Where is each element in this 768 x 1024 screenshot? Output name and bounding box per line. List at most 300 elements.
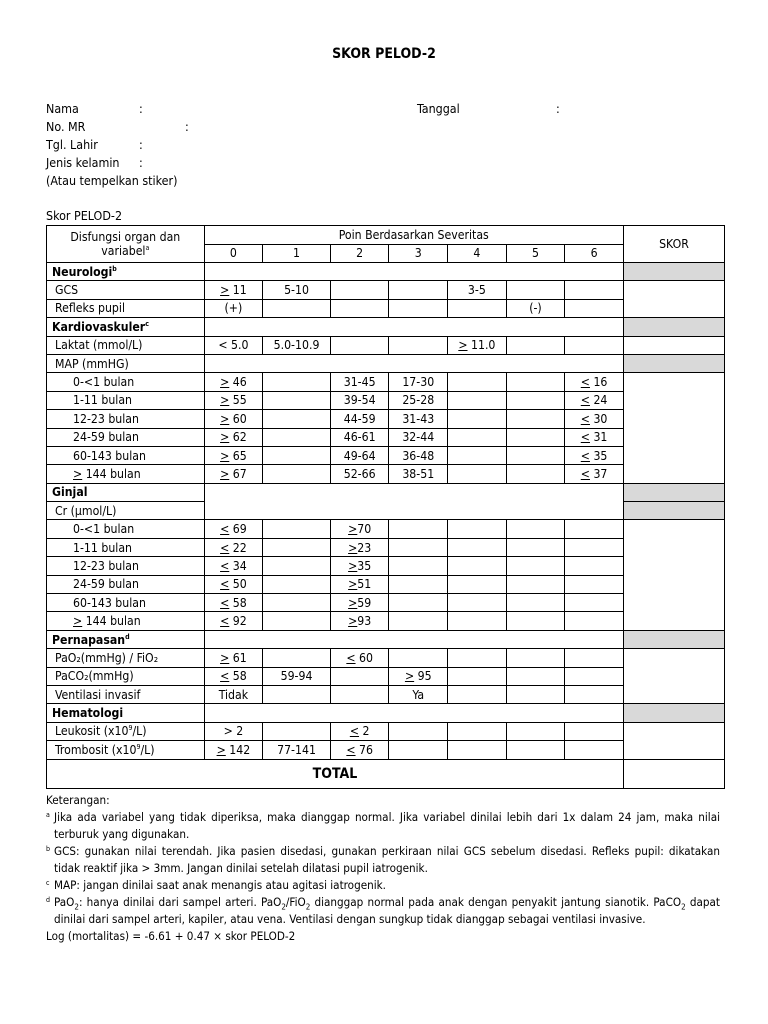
header-point-1: 1 [263,244,331,263]
subscript-2: 2 [681,902,686,912]
cell-map-0 [204,410,263,428]
blank-cell [506,575,565,593]
le-symbol: < [220,540,230,555]
blank-cell [389,594,448,612]
blank-cell [506,391,565,409]
trombosit-label-b: /L) [140,742,155,757]
value-map-6: 35 [593,448,608,463]
row-label-ventilasi: Ventilasi invasif [47,685,205,703]
blank-cell [448,520,507,538]
ge-symbol: > [216,742,226,757]
cell-map-6 [565,446,624,464]
value-trombosit-0: 142 [229,742,251,757]
ge-symbol: > [220,411,230,426]
ge-symbol: > [220,430,230,445]
ge-symbol: > [220,283,230,298]
cell-cr-0 [204,575,263,593]
ge-symbol: > [73,614,83,629]
value-map-0: 65 [232,448,247,463]
score-cell-gray [623,483,724,501]
blank-cell [330,299,389,317]
row-label-cr-age: 24-59 bulan [47,575,205,593]
category-neurologi-label: Neurologi [52,264,113,279]
blank-cell [330,336,389,354]
label-tgl-lahir: Tgl. Lahir [46,137,98,152]
table-row-map [47,391,725,409]
value-paco2-0: 58 [232,669,247,684]
row-label-trombosit [47,741,205,759]
header-skor: SKOR [623,226,724,263]
value-map-0: 62 [232,430,247,445]
blank-cell [565,281,624,299]
value-map-0: 55 [232,393,247,408]
cell-trombosit-2 [330,741,389,759]
table-row-pao2 [47,649,725,667]
header-point-5: 5 [506,244,565,263]
cell-map-6 [565,373,624,391]
blank-cell [204,704,623,722]
cell-ventilasi-0: Tidak [204,685,263,703]
label-nama: Nama [46,101,79,116]
table-row-cr [47,557,725,575]
cell-map-2: 31-45 [330,373,389,391]
blank-cell [448,575,507,593]
blank-cell [204,483,623,520]
cell-cr-2 [330,557,389,575]
value-map-6: 31 [593,430,608,445]
blank-cell [506,538,565,556]
blank-cell [506,465,565,483]
header-poin: Poin Berdasarkan Severitas [204,226,623,245]
blank-cell [565,299,624,317]
header-disfungsi-line1: Disfungsi organ dan [70,230,181,244]
subscript-2: 2 [305,902,311,912]
blank-cell [448,667,507,685]
cell-gcs-1: 5-10 [263,281,331,299]
ge-symbol: > [348,577,358,592]
trombosit-label-sup: 9 [136,742,141,751]
blank-cell [506,336,565,354]
cell-map-3: 17-30 [389,373,448,391]
blank-cell [565,722,624,740]
cell-trombosit-0 [204,741,263,759]
row-label-cr-age: 60-143 bulan [47,594,205,612]
colon-tanggal: : [556,101,560,116]
blank-cell [565,612,624,630]
header-disfungsi-line2 [49,244,202,258]
cell-leukosit-2 [330,722,389,740]
score-cell-gray [623,318,724,336]
cell-map-6 [565,410,624,428]
blank-cell [448,594,507,612]
category-kardiovaskuler-label: Kardiovaskuler [52,319,146,334]
blank-cell [263,649,331,667]
blank-cell [506,446,565,464]
blank-cell [506,685,565,703]
value-cr-0: 58 [232,595,247,610]
le-symbol: < [580,466,590,481]
blank-cell [565,520,624,538]
cell-pupil-5: (-) [506,299,565,317]
blank-cell [389,575,448,593]
page-title: SKOR PELOD-2 [332,46,436,62]
table-row-map [47,428,725,446]
colon-tgl-lahir: : [139,137,143,152]
le-symbol: < [580,448,590,463]
blank-cell [506,281,565,299]
row-label-map-age: 0-<1 bulan [47,373,205,391]
value-cr-2: 59 [357,595,372,610]
header-row-1 [47,226,725,245]
cell-map-0 [204,446,263,464]
value-leukosit-2: 2 [362,724,370,739]
note-d-part3: /FiO [285,895,306,909]
blank-cell [506,612,565,630]
note-d-part2: : hanya dinilai dari sampel arteri. PaO [78,895,282,909]
note-text-b: GCS: gunakan nilai terendah. Jika pasien disedasi, gunakan perkiraan nilai GCS sebelum disedasi. Refleks pupil: dikatakan tidak reaktif jika > 3mm. Jangan dinilai setelah dilatasi pupil iatrogenik. [54,844,720,875]
blank-cell [263,391,331,409]
row-label-leukosit [47,722,205,740]
table-row-cr [47,612,725,630]
value-cr-2: 70 [357,522,372,537]
value-laktat-4: 11.0 [471,338,496,353]
blank-cell [506,557,565,575]
row-label-map-age: 12-23 bulan [47,410,205,428]
row-label-pao2: PaO₂(mmHg) / FiO₂ [47,649,205,667]
note-mark-a: a [46,811,50,819]
note-text-d [54,894,720,928]
ge-symbol: > [404,669,415,684]
row-label-map-age: 1-11 bulan [47,391,205,409]
cell-pao2-0 [204,649,263,667]
blank-cell [448,465,507,483]
value-cr-0: 34 [232,558,247,573]
score-input-neurologi[interactable] [623,281,724,318]
blank-cell [263,373,331,391]
blank-cell [448,557,507,575]
cell-pao2-2 [330,649,389,667]
value-map-6: 16 [593,375,608,390]
blank-cell [448,446,507,464]
blank-cell [263,594,331,612]
row-label-map-age-text: 144 bulan [85,466,141,481]
cell-map-3: 32-44 [389,428,448,446]
table-row-ventilasi [47,685,725,703]
notes-section [46,792,720,945]
ge-symbol: > [220,375,230,390]
table-row-laktat [47,336,725,354]
cell-leukosit-0: > 2 [204,722,263,740]
blank-cell [565,538,624,556]
cell-map-3: 31-43 [389,410,448,428]
row-label-paco2: PaCO₂(mmHg) [47,667,205,685]
row-label-cr: Cr (µmol/L) [47,502,205,520]
category-hematologi: Hematologi [47,704,205,722]
le-symbol: < [220,558,230,573]
cell-map-2: 49-64 [330,446,389,464]
value-cr-2: 23 [357,540,372,555]
header-point-4: 4 [448,244,507,263]
category-row-pernapasan [47,630,725,648]
ge-symbol: > [348,595,358,610]
blank-cell [263,299,331,317]
blank-cell [389,557,448,575]
value-map-6: 37 [593,466,608,481]
blank-cell [506,741,565,759]
row-label-gcs: GCS [47,281,205,299]
le-symbol: < [220,669,230,684]
row-label-laktat: Laktat (mmol/L) [47,336,205,354]
ge-symbol: > [348,522,358,537]
note-mark-b: b [46,845,50,853]
score-input-ginjal[interactable] [623,520,724,630]
score-input-laktat[interactable] [623,336,724,354]
row-label-map-age: 60-143 bulan [47,446,205,464]
blank-cell [448,428,507,446]
blank-cell [448,373,507,391]
header-variabel-text: variabel [101,244,146,258]
blank-cell [263,428,331,446]
pelod-table [46,225,725,789]
value-map-0: 60 [232,411,247,426]
cell-map-2: 39-54 [330,391,389,409]
blank-cell [448,538,507,556]
blank-cell [263,722,331,740]
blank-cell [565,667,624,685]
table-caption: Skor PELOD-2 [46,208,123,223]
score-input-pernapasan[interactable] [623,649,724,704]
blank-cell [389,281,448,299]
category-pernapasan [47,630,205,648]
trombosit-label-a: Trombosit (x10 [55,742,137,757]
score-cell-gray [623,502,724,520]
leukosit-label-a: Leukosit (x10 [55,724,129,739]
ge-symbol: > [348,540,358,555]
cell-map-2: 44-59 [330,410,389,428]
cell-map-6 [565,428,624,446]
blank-cell [565,575,624,593]
header-point-6: 6 [565,244,624,263]
value-cr-2: 93 [357,614,372,629]
value-pao2-2: 60 [359,650,373,665]
cell-cr-2 [330,612,389,630]
value-cr-0: 69 [232,522,247,537]
score-cell-gray [623,630,724,648]
cell-pupil-0: (+) [204,299,263,317]
blank-cell [389,649,448,667]
row-label-cr-age: 0-<1 bulan [47,520,205,538]
notes-heading: Keterangan: [46,793,110,807]
le-symbol: < [220,522,230,537]
blank-cell [448,649,507,667]
category-ginjal: Ginjal [47,483,205,501]
blank-cell [263,612,331,630]
value-cr-0: 22 [232,540,247,555]
row-label-cr-age: 1-11 bulan [47,538,205,556]
label-jenis-kelamin: Jenis kelamin [46,155,120,170]
blank-cell [263,685,331,703]
cell-map-6 [565,391,624,409]
cell-paco2-3 [389,667,448,685]
note-mark-c: c [46,879,50,887]
ge-symbol: > [220,466,230,481]
ge-symbol: > [220,650,230,665]
blank-cell [330,667,389,685]
row-label-map-age [47,465,205,483]
blank-cell [263,520,331,538]
note-b [46,843,720,877]
cell-cr-0 [204,520,263,538]
blank-cell [506,667,565,685]
table-row-map [47,410,725,428]
table-row-map [47,373,725,391]
ge-symbol: > [458,338,468,353]
le-symbol: < [220,595,230,610]
colon-no-mr: : [185,119,189,134]
table-row-map-header [47,354,725,372]
header-point-2: 2 [330,244,389,263]
blank-cell [506,373,565,391]
blank-cell [448,685,507,703]
category-row-neurologi [47,263,725,281]
blank-cell [204,318,623,336]
note-d [46,894,720,928]
blank-cell [389,520,448,538]
note-c [46,877,720,894]
blank-cell [506,410,565,428]
le-symbol: < [220,577,230,592]
blank-cell [448,391,507,409]
footnote-mark-b: b [112,264,117,273]
category-neurologi [47,263,205,281]
value-map-6: 30 [593,411,608,426]
note-d-part4: dianggap normal pada anak dengan penyakit jantung sianotik. PaCO [310,895,682,909]
label-stiker: (Atau tempelkan stiker) [46,173,178,188]
category-row-kardiovaskuler [47,318,725,336]
cell-map-2: 52-66 [330,465,389,483]
score-cell-gray [623,704,724,722]
blank-cell [448,741,507,759]
cell-map-2: 46-61 [330,428,389,446]
value-map-0: 46 [232,375,247,390]
score-input-hematologi[interactable] [623,722,724,759]
le-symbol: < [220,614,230,629]
colon-jenis-kelamin: : [139,155,143,170]
le-symbol: < [349,724,360,739]
value-cr-2: 35 [357,558,372,573]
cell-cr-2 [330,538,389,556]
blank-cell [565,557,624,575]
blank-cell [204,354,623,372]
footnote-mark-c: c [145,319,149,328]
blank-cell [389,722,448,740]
label-tanggal: Tanggal [417,101,460,116]
blank-cell [565,336,624,354]
cell-map-6 [565,465,624,483]
blank-cell [263,538,331,556]
le-symbol: < [346,650,356,665]
row-label-map-age: 24-59 bulan [47,428,205,446]
total-label: TOTAL [47,759,624,788]
blank-cell [389,336,448,354]
table-row-cr [47,520,725,538]
table-row-pupil [47,299,725,317]
table-row-gcs [47,281,725,299]
blank-cell [204,630,623,648]
category-kardiovaskuler [47,318,205,336]
footnote-mark-a: a [145,243,150,252]
table-row-cr [47,594,725,612]
cell-laktat-0: < 5.0 [204,336,263,354]
blank-cell [204,263,623,281]
blank-cell [565,594,624,612]
value-gcs-0: 11 [232,283,247,298]
header-point-3: 3 [389,244,448,263]
value-cr-2: 51 [357,577,372,592]
formula-text: Log (mortalitas) = -6.61 + 0.47 × skor PELOD-2 [46,929,296,943]
blank-cell [389,538,448,556]
le-symbol: < [580,430,590,445]
score-cell-gray [623,354,724,372]
row-label-pupil: Refleks pupil [47,299,205,317]
category-row-hematologi [47,704,725,722]
blank-cell [506,594,565,612]
table-row-cr [47,575,725,593]
score-input-map[interactable] [623,373,724,483]
blank-cell [448,612,507,630]
blank-cell [263,575,331,593]
blank-cell [565,685,624,703]
cell-trombosit-1: 77-141 [263,741,331,759]
subscript-2: 2 [281,902,286,912]
blank-cell [506,649,565,667]
note-a [46,809,720,843]
cell-laktat-4 [448,336,507,354]
cell-map-3: 25-28 [389,391,448,409]
ge-symbol: > [220,393,230,408]
score-cell-gray [623,263,724,281]
note-d-part1: PaO [54,895,75,909]
note-text-a: Jika ada variabel yang tidak diperiksa, maka dianggap normal. Jika variabel dinilai lebih dari 1x dalam 24 jam, maka nilai terburuk yang digunakan. [54,810,720,841]
cell-cr-0 [204,538,263,556]
row-label-cr-age-text: 144 bulan [85,614,141,629]
note-d-part5: dapat dinilai dari sampel arteri, kapiler, atau vena. Ventilasi dengan sungkup tidak dianggap sebagai ventilasi invasive. [54,895,720,926]
cell-cr-0 [204,557,263,575]
cell-cr-0 [204,594,263,612]
leukosit-label-sup: 9 [128,724,133,733]
total-score-input[interactable] [623,759,724,788]
footnote-mark-d: d [125,632,130,641]
subscript-2: 2 [74,902,79,912]
blank-cell [263,410,331,428]
le-symbol: < [580,375,590,390]
row-label-map: MAP (mmHG) [47,354,205,372]
value-map-0: 67 [232,466,247,481]
value-map-6: 24 [593,393,608,408]
cell-map-3: 38-51 [389,465,448,483]
blank-cell [263,446,331,464]
le-symbol: < [580,411,590,426]
value-paco2-3: 95 [417,669,432,684]
table-row-map [47,465,725,483]
ge-symbol: > [220,448,230,463]
cell-cr-2 [330,520,389,538]
le-symbol: < [346,742,356,757]
cell-paco2-0 [204,667,263,685]
cell-map-0 [204,428,263,446]
blank-cell [389,741,448,759]
cell-gcs-0 [204,281,263,299]
